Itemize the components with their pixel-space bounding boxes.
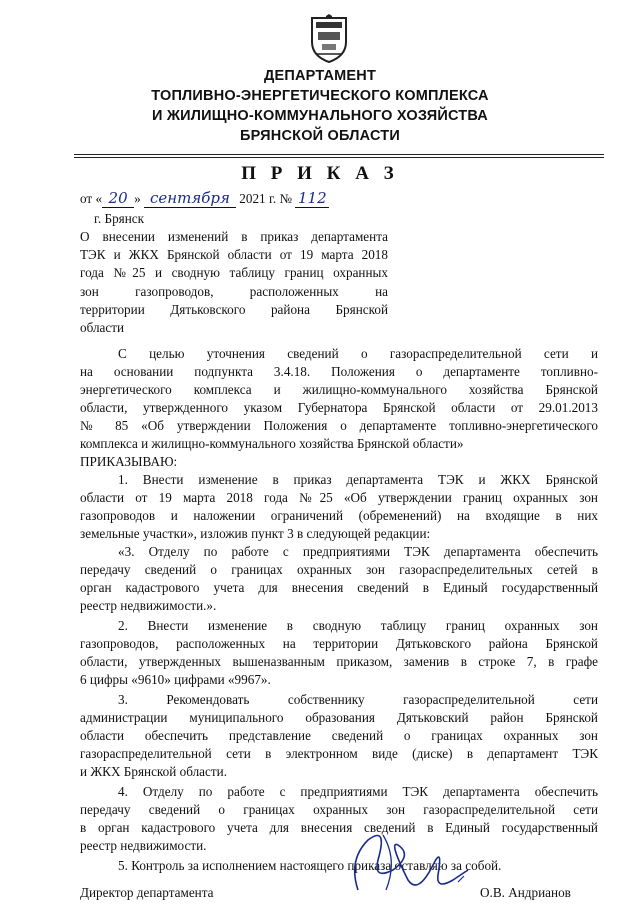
- body-line-13: передачу сведений о границах охранных зон газораспределительных сетей в: [80, 562, 598, 577]
- body-line-6: комплекса и жилищно-коммунального хозяйства Брянской области»: [80, 436, 464, 451]
- body-line-15: реестр недвижимости.».: [80, 598, 217, 613]
- body-line-20: 3. Рекомендовать собственнику газораспределительной сети: [118, 692, 598, 707]
- body-line-29: 5. Контроль за исполнением настоящего приказа оставляю за собой.: [118, 858, 502, 873]
- number-label: №: [279, 191, 293, 206]
- org-name-line-1: ДЕПАРТАМЕНТ: [263, 68, 377, 84]
- body-line-17: газопроводов, расположенных на территории Дятьковского района Брянской: [80, 636, 598, 651]
- header-divider-thin: [74, 157, 604, 158]
- city: г. Брянск: [94, 211, 145, 226]
- handwritten-signature: [338, 820, 478, 900]
- body-line-22: области обеспечить представление сведений о границах охранных зон: [80, 728, 598, 743]
- subject-line-2: ТЭК и ЖКХ Брянской области от 19 марта 2018: [80, 247, 388, 262]
- order-number: 112: [295, 190, 329, 208]
- org-name-line-4: БРЯНСКОЙ ОБЛАСТИ: [240, 128, 400, 144]
- org-name-line-2: ТОПЛИВНО-ЭНЕРГЕТИЧЕСКОГО КОМПЛЕКСА: [151, 88, 489, 104]
- body-line-11: земельные участки», изложив пункт 3 в следующей редакции:: [80, 526, 431, 541]
- body-line-16: 2. Внести изменение в сводную таблицу границ охранных зон: [118, 618, 598, 633]
- date-year: 2021 г.: [239, 191, 277, 206]
- body-line-25: 4. Отделу по работе с предприятиями ТЭК департамента обеспечить: [118, 784, 598, 799]
- subject-line-6: области: [80, 320, 125, 335]
- body-line-8: 1. Внести изменение в приказ департамента ТЭК и ЖКХ Брянской: [118, 472, 598, 487]
- body-line-1: С целью уточнения сведений о газораспределительной сети и: [118, 346, 598, 361]
- body-line-19: 6 цифры «9610» цифрами «9967».: [80, 672, 271, 687]
- body-line-21: администрации муниципального образования Дятьковский район Брянской: [80, 710, 598, 725]
- subject-line-3: года №25 и сводную таблицу границ охранных: [80, 265, 388, 280]
- body-line-24: и ЖКХ Брянской области.: [80, 764, 227, 779]
- body-line-28: реестр недвижимости.: [80, 838, 207, 853]
- subject-line-1: О внесении изменений в приказ департамента: [80, 229, 388, 244]
- coat-of-arms-emblem: [306, 14, 352, 64]
- body-line-5: № 85 «Об утверждении Положения о департаменте топливно-энергетического: [80, 418, 598, 433]
- body-line-2: на основании подпункта 3.4.18. Положения о департаменте топливно-: [80, 364, 598, 379]
- body-line-3: энергетического комплекса и жилищно-коммунального хозяйства Брянской: [80, 382, 598, 397]
- body-line-27: в орган кадастрового учета для внесения сведений в Единый государственный: [80, 820, 598, 835]
- header-divider: [74, 154, 604, 155]
- date-line: [80, 190, 329, 208]
- date-prefix: от «: [80, 191, 103, 206]
- date-month: сентября: [144, 190, 236, 208]
- body-line-26: передачу сведений о границах охранных зон газораспределительной сети: [80, 802, 598, 817]
- body-line-12: «3. Отделу по работе с предприятиями ТЭК департамента обеспечить: [118, 544, 598, 559]
- body-line-14: орган кадастрового учета для внесения сведений в Единый государственный: [80, 580, 598, 595]
- body-line-7: ПРИКАЗЫВАЮ:: [80, 454, 178, 469]
- document-title: П Р И К А З: [241, 163, 399, 184]
- body-line-9: области от 19 марта 2018 года №25 «Об утверждении границ охранных зон: [80, 490, 598, 505]
- signatory-name: О.В. Андрианов: [480, 885, 571, 900]
- body-line-18: области, утвержденных вышеназванным приказом, заменив в строке 7, в графе: [80, 654, 598, 669]
- body-line-4: области, утвержденного указом Губернатора Брянской области от 29.01.2013: [80, 400, 598, 415]
- date-mid: »: [134, 191, 141, 206]
- signatory-position: Директор департамента: [80, 885, 214, 900]
- subject-line-4: зон газопроводов, расположенных на: [80, 284, 388, 299]
- date-day: 20: [102, 190, 134, 208]
- body-line-10: газопроводов и наложении ограничений (обременений) на входящие в них: [80, 508, 598, 523]
- subject-line-5: территории Дятьковского района Брянской: [80, 302, 388, 317]
- body-line-23: газораспределительной сети в электронном виде (диске) в департамент ТЭК: [80, 746, 598, 761]
- org-name-line-3: И ЖИЛИЩНО-КОММУНАЛЬНОГО ХОЗЯЙСТВА: [152, 108, 488, 124]
